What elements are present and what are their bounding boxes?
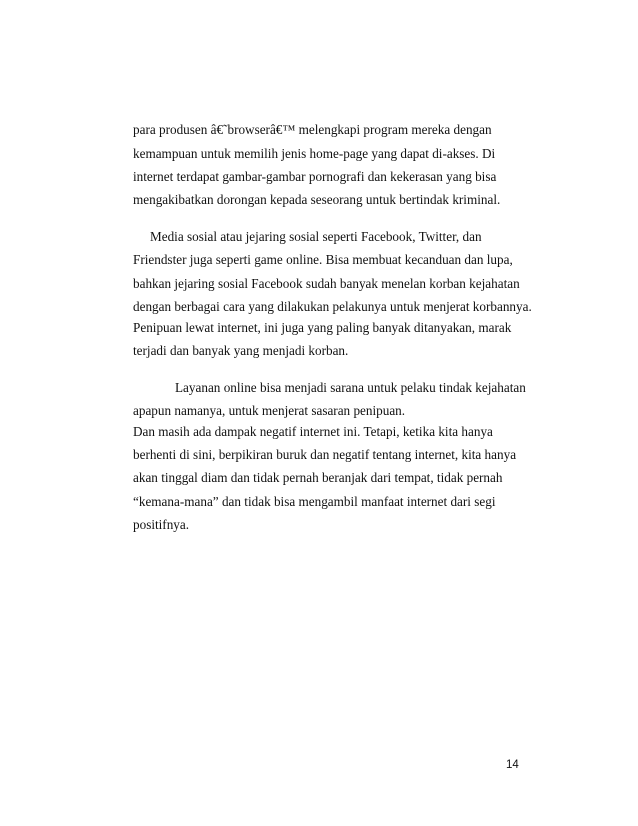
paragraph-line: apapun namanya, untuk menjerat sasaran penipuan. bbox=[133, 403, 406, 418]
paragraph-line: berhenti di sini, berpikiran buruk dan negatif tentang internet, kita hanya bbox=[133, 447, 517, 462]
paragraph-line: mengakibatkan dorongan kepada seseorang untuk bertindak kriminal. bbox=[133, 192, 501, 207]
paragraph-line: terjadi dan banyak yang menjadi korban. bbox=[133, 343, 349, 358]
paragraph-line: kemampuan untuk memilih jenis home-page yang dapat di-akses. Di bbox=[133, 146, 496, 161]
paragraph-line: Penipuan lewat internet, ini juga yang paling banyak ditanyakan, marak bbox=[133, 320, 512, 335]
paragraph-line: dengan berbagai cara yang dilakukan pelakunya untuk menjerat korbannya. bbox=[133, 299, 532, 314]
page-number: 14 bbox=[506, 759, 519, 771]
paragraph-line: para produsen â€˜browserâ€™ melengkapi program mereka dengan bbox=[133, 122, 492, 137]
paragraph-line: Dan masih ada dampak negatif internet ini. Tetapi, ketika kita hanya bbox=[133, 424, 493, 439]
paragraph-line: positifnya. bbox=[133, 517, 190, 532]
paragraph-line: Friendster juga seperti game online. Bisa membuat kecanduan dan lupa, bbox=[133, 252, 513, 267]
paragraph-line: bahkan jejaring sosial Facebook sudah banyak menelan korban kejahatan bbox=[133, 276, 520, 291]
paragraph-line: internet terdapat gambar-gambar pornografi dan kekerasan yang bisa bbox=[133, 169, 497, 184]
paragraph-line: Layanan online bisa menjadi sarana untuk pelaku tindak kejahatan bbox=[175, 380, 526, 395]
paragraph-line: “kemana-mana” dan tidak bisa mengambil manfaat internet dari segi bbox=[133, 494, 496, 509]
paragraph-line: Media sosial atau jejaring sosial seperti Facebook, Twitter, dan bbox=[150, 229, 482, 244]
paragraph-line: akan tinggal diam dan tidak pernah beranjak dari tempat, tidak pernah bbox=[133, 470, 503, 485]
